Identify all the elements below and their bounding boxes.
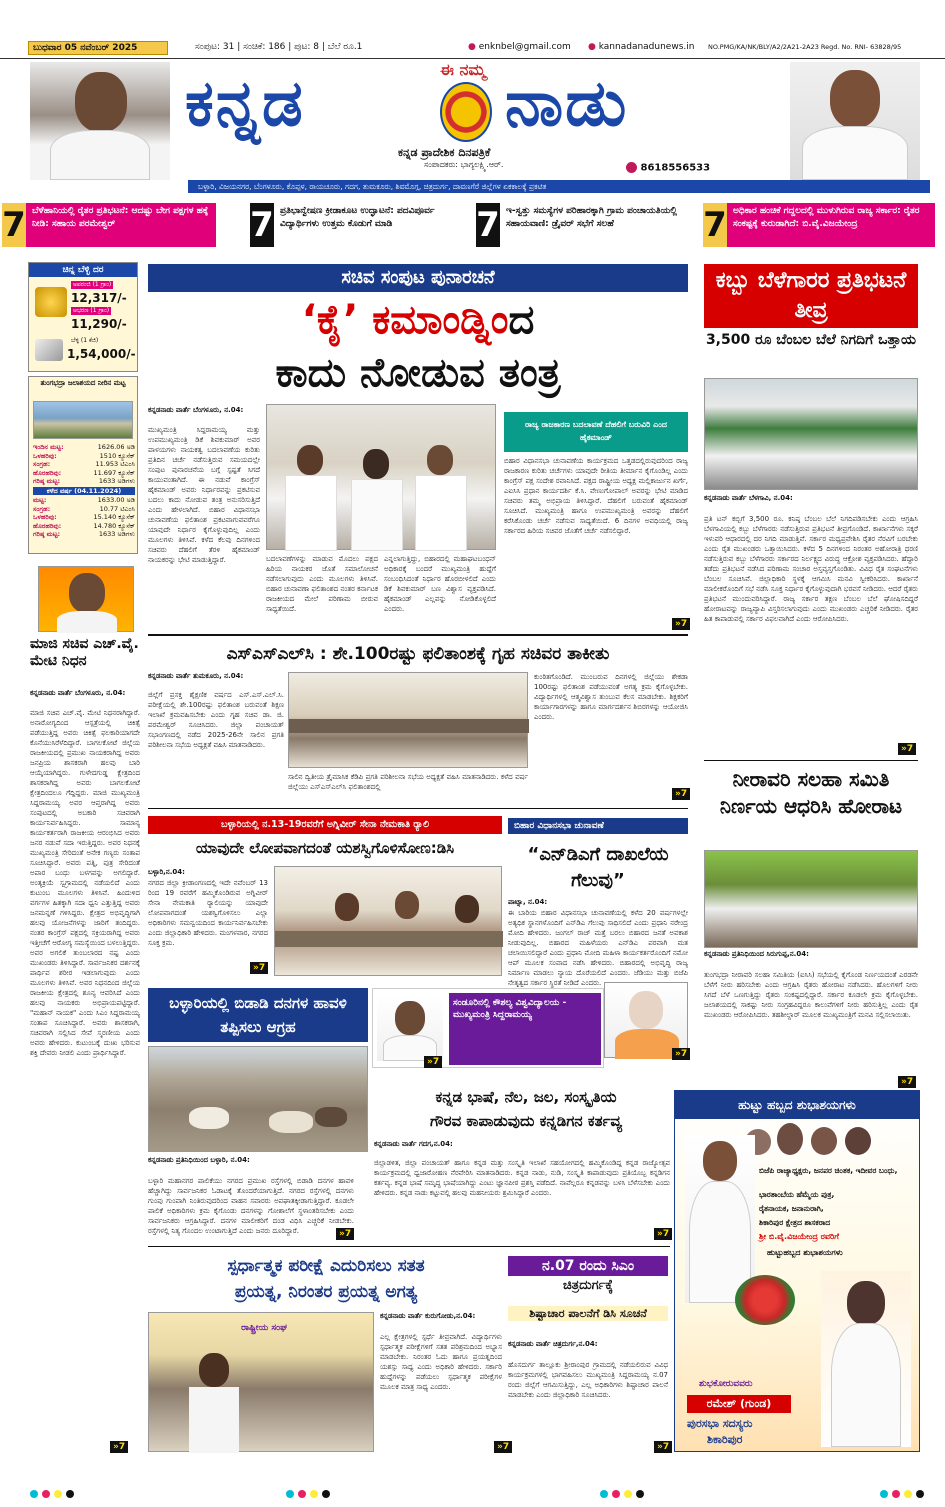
dam-row	[33, 460, 135, 469]
agniveer-continue[interactable]: »7	[250, 962, 268, 974]
vijayendra-photo	[685, 1135, 755, 1303]
exam-continue[interactable]: »7	[494, 1441, 512, 1453]
sslc-headline: ಎಸ್‌ಎಸ್‌ಎಲ್‌ಸಿ : ಶೇ.100ರಷ್ಟು ಫಲಿತಾಂಶಕ್ಕೆ ಗೃಹ ಸಚಿವರ ತಾಕೀತು	[226, 644, 610, 664]
kannada-body: ಜಿಲ್ಲಾಡಳಿತ, ಜಿಲ್ಲಾ ಪಂಚಾಯತ್ ಹಾಗೂ ಕನ್ನಡ ಮತ್ತು ಸಂಸ್ಕೃತಿ ಇಲಾಖೆ ಸಹಯೋಗದಲ್ಲಿ ಹಮ್ಮಿಕೊಂಡಿದ್ದ ಕನ್ನಡ ರಾಜ್ಯೋತ್ಸವ ಕಾರ್ಯಕ್ರಮದಲ್ಲಿ ಧ್ವಜಾರೋಹಣ ನೆರವೇರಿಸಿ ಮಾತನಾಡಿದರು. ಕನ್ನಡ ನಾಡು, ನುಡಿ, ಸಂಸ್ಕೃತಿ ಕಾಪಾಡುವುದು ಪ್ರತಿಯೊಬ್ಬ ಕನ್ನಡಿಗನ ಕರ್ತವ್ಯ. ಕನ್ನಡ ಭಾಷೆ ಸಮೃದ್ಧ ಭಾಷೆಯಾಗಿದ್ದು ಎಂಟು ಜ್ಞಾನಪೀಠ ಪ್ರಶಸ್ತಿ ಪಡೆದಿದೆ. ನಾವೆಲ್ಲರೂ ಕನ್ನಡವನ್ನು ಬಳಸಿ ಬೆಳೆಸಬೇಕು ಎಂದು ಹೇಳಿದರು. ಕನ್ನಡ ನಾಡು ಕಟ್ಟುವಲ್ಲಿ ಹಲವು ಮಹನೀಯರು ಶ್ರಮಿಸಿದ್ದಾರೆ ಎಂದರು.	[374, 1159, 670, 1197]
dam-photo	[33, 401, 133, 439]
ad-title: ಹುಟ್ಟು ಹಬ್ಬದ ಶುಭಾಶಯಗಳು	[675, 1091, 919, 1119]
lead-col1: ಮುಖ್ಯಮಂತ್ರಿ ಸಿದ್ದರಾಮಯ್ಯ ಮತ್ತು ಉಪಮುಖ್ಯಮಂತ್ರಿ ಡಿಕೆ ಶಿವಕುಮಾರ್ ಅವರ ಪಾಳಯಗಳು ನಾಯಕತ್ವ ಬದಲಾವಣೆಯ ಕುರಿತು ಪ್ರತಿದಿನ ಚರ್ಚೆ ನಡೆಸುತ್ತಿರುವ ಸಮಯದಲ್ಲೇ ಸಂಪುಟ ಪುನಾರಚನೆಯ ಬಗ್ಗೆ ಸ್ಪಷ್ಟತೆ ಸಿಗದೆ ಕಾಯುವಂತಾಗಿದೆ. ಈ ನಡುವೆ ಕಾಂಗ್ರೆಸ್ ಹೈಕಮಾಂಡ್ ಅವರು ನಿರ್ಧಾರವನ್ನು ಪ್ರಕಟಿಸುವ ಬದಲು ಕಾದು ನೋಡುವ ತಂತ್ರ ಅನುಸರಿಸುತ್ತಿದೆ ಎಂದು ಹೇಳಲಾಗಿದೆ. ಬಿಹಾರ ವಿಧಾನಸಭಾ ಚುನಾವಣೆಯ ಫಲಿತಾಂಶ ಪ್ರಕಟವಾಗುವವರೆಗೂ ಯಾವುದೇ ನಿರ್ಧಾರ ಕೈಗೊಳ್ಳುವುದಿಲ್ಲ ಎಂದು ಮೂಲಗಳು ತಿಳಿಸಿವೆ. ಕಳೆದ ಕೆಲವು ದಿನಗಳಿಂದ ಸಚಿವರು ದೆಹಲಿಗೆ ತೆರಳಿ ಹೈಕಮಾಂಡ್ ನಾಯಕರನ್ನು ಭೇಟಿ ಮಾಡುತ್ತಿದ್ದಾರೆ.	[148, 426, 260, 564]
sslc-body-left: ಜಿಲ್ಲೆಗೆ ಪ್ರಸಕ್ತ ಶೈಕ್ಷಣಿಕ ವರ್ಷದ ಎಸ್.ಎಸ್.ಎಲ್.ಸಿ. ಪರೀಕ್ಷೆಯಲ್ಲಿ ಶೇ.100ರಷ್ಟು ಫಲಿತಾಂಶ ಬರುವಂತೆ ಶಿಕ್ಷಣ ಇಲಾಖೆ ಕ್ರಮವಹಿಸಬೇಕು ಎಂದು ಗೃಹ ಸಚಿವ ಡಾ. ಜಿ. ಪರಮೇಶ್ವರ್ ಸೂಚಿಸಿದರು. ಜಿಲ್ಲಾ ಪಂಚಾಯತ್ ಸಭಾಂಗಣದಲ್ಲಿ ನಡೆದ 2025-26ನೇ ಸಾಲಿನ ಪ್ರಗತಿ ಪರಿಶೀಲನಾ ಸಭೆಯ ಅಧ್ಯಕ್ಷತೆ ವಹಿಸಿ ಮಾತನಾಡಿದರು.	[148, 691, 284, 749]
silver-label: ಬೆಳ್ಳಿ (1 ಕೆಜಿ)	[71, 337, 99, 344]
bihar-continue[interactable]: »7	[672, 1048, 690, 1060]
lead-col2: ಬದಲಾವಣೆಗಳನ್ನು ಮಾಡುವ ಮೊದಲು ಪಕ್ಷದ ಹಿರಿಯ ನಾಯಕರ ಜೊತೆ ಸಮಾಲೋಚನೆ ನಡೆಸಲಾಗುವುದು ಎಂದು ಮೂಲಗಳು ತಿಳಿಸಿವೆ. ಬಿಹಾರ ಚುನಾವಣಾ ಫಲಿತಾಂಶದ ನಂತರ ಕರ್ನಾಟಕ ರಾಜಕೀಯದ ಮೇಲೆ ಪರಿಣಾಮ ಬೀರುವ ಸಾಧ್ಯತೆಯಿದೆ.	[266, 555, 378, 613]
obit-headline: ಮಾಜಿ ಸಚಿವ ಎಚ್.ವೈ. ಮೇಟಿ ನಿಧನ	[30, 636, 139, 669]
dam-row-value: 11.953 ಟಿಎಂಸಿ	[95, 460, 135, 468]
dam-row-label: ಹೊರಹರಿವು:	[33, 521, 62, 530]
agniveer-kicker: ಬಳ್ಳಾರಿಯಲ್ಲಿ ನ.13-19ರವರೆಗೆ ಅಗ್ನಿವೀರ್ ಸೇನಾ ನೇಮಕಾತಿ ರ್‍ಯಾಲಿ	[148, 816, 502, 834]
lead-continue[interactable]: »7	[672, 618, 690, 630]
title-small: ಈ ನಮ್ಮ	[440, 60, 486, 79]
headline-rest: ಕಮಾಂಡ್	[372, 297, 509, 343]
sandur-continue[interactable]: »7	[424, 1056, 442, 1068]
sslc-body-right: ಕುಂಠಿತಗೊಂಡಿದೆ. ಮುಂಬರುವ ದಿನಗಳಲ್ಲಿ ಜಿಲ್ಲೆಯು ಶೇಕಡಾ 100ರಷ್ಟು ಫಲಿತಾಂಶ ಪಡೆಯುವಂತೆ ಅಗತ್ಯ ಕ್ರಮ ಕೈಗೊಳ್ಳಬೇಕು. ವಿದ್ಯಾರ್ಥಿಗಳಲ್ಲಿ ಆತ್ಮವಿಶ್ವಾಸ ತುಂಬುವ ಕೆಲಸ ಮಾಡಬೇಕು. ಶಿಕ್ಷಕರಿಗೆ ಕಾರ್ಯಾಗಾರಗಳನ್ನು ಹಾಗೂ ಮಾರ್ಗದರ್ಶನ ಶಿಬಿರಗಳನ್ನು ಆಯೋಜಿಸಿ ಎಂದರು.	[534, 673, 688, 721]
leader-avatar-2	[775, 1121, 805, 1157]
silver-icon	[35, 339, 63, 361]
cm-visit-headline-1: ನ.07 ರಂದು ಸಿಎಂ	[508, 1256, 668, 1276]
rates-title: ಚಿನ್ನ ಬೆಳ್ಳಿ ದರ	[29, 263, 137, 277]
leader-avatar-4	[843, 1125, 873, 1157]
editor: ಸಂಪಾದಕರು: ಭಾಗ್ಯಲಕ್ಷ್ಮಿ.ಆರ್.	[424, 160, 504, 169]
irrigation-continue[interactable]: »7	[898, 1076, 916, 1088]
dam-title: ತುಂಗಭದ್ರಾ ಜಲಾಶಯದ ನೀರಿನ ಮಟ್ಟ	[40, 379, 126, 387]
cm-visit-header	[508, 1256, 668, 1306]
dam-row-value: 1633 ಅಡಿಗಳು	[98, 530, 135, 538]
teaser-4[interactable]: 7 ಅಧಿಕಾರ ಹಂಚಿಕೆ ಗದ್ದಲದಲ್ಲಿ ಮುಳುಗಿರುವ ರಾಜ್ಯ ಸರ್ಕಾರ: ರೈತರ ಸಂಕಷ್ಟಕ್ಕೆ ಕುರುಡಾಗಿದೆ: ಬಿ.ವೈ.ವಿಜಯೇಂದ್ರ	[703, 203, 939, 247]
lead-dateline: ಕನ್ನಡನಾಡು ವಾರ್ತೆ ಬೆಂಗಳೂರು, ನ.04:	[148, 406, 244, 414]
dam-row-label: ಇಂದಿನ ಮಟ್ಟ:	[33, 443, 64, 451]
sender-photo	[821, 1271, 911, 1447]
dam-row	[33, 522, 135, 531]
dam-row-label: ಒಳಹರಿವು:	[33, 451, 57, 460]
agniveer-photo	[274, 866, 502, 976]
dam-last-year: ಕಳೆದ ವರ್ಷ (04.11.2024)	[33, 487, 135, 496]
cattle-continue[interactable]: »7	[336, 1228, 354, 1240]
ad-wish: ಹುಟ್ಟುಹಬ್ಬದ ಶುಭಾಶಯಗಳು	[767, 1248, 843, 1257]
bihar-dateline: ಪಾಟ್ನಾ, ನ.04:	[508, 898, 548, 906]
whatsapp-icon	[626, 162, 637, 173]
obit-dateline: ಕನ್ನಡನಾಡು ವಾರ್ತೆ ಬೆಂಗಳೂರು, ನ.04:	[30, 689, 126, 697]
silver-value: 1,54,000/-	[67, 347, 136, 361]
dam-row-value: 1633 ಅಡಿಗಳು	[98, 477, 135, 485]
protest-dateline: ಕನ್ನಡನಾಡು ವಾರ್ತೆ ಬೆಳಗಾವಿ, ನ.04:	[704, 494, 793, 502]
dam-row	[33, 505, 135, 514]
gold22-value: 11,290/-	[71, 317, 127, 331]
ad-line4: ಶಿಕಾರಿಪುರ ಕ್ಷೇತ್ರದ ಶಾಸಕರಾದ	[759, 1218, 831, 1227]
sslc-dateline: ಕನ್ನಡನಾಡು ವಾರ್ತೆ ತುಮಕೂರು, ನ.04:	[148, 672, 244, 680]
volume-info: ಸಂಪುಟ: 31 | ಸಂಚಿಕೆ: 186 | ಪುಟ: 8 | ಬೆಲೆ ರೂ.1	[195, 42, 363, 52]
dam-row	[33, 452, 135, 461]
lead-photo	[266, 404, 496, 550]
exam-headline-1: ಸ್ಪರ್ಧಾತ್ಮಕ ಪರೀಕ್ಷೆ ಎದುರಿಸಲು ಸತತ	[227, 1256, 425, 1276]
dam-row-value: 15.140 ಕ್ಯೂಸೆಕ್	[93, 513, 135, 521]
lead-col4: ಬಿಹಾರ ವಿಧಾನಸಭಾ ಚುನಾವಣೆಯ ಕಾರ್ಯಕ್ರಮದ ಒತ್ತಡದಲ್ಲಿರುವುದರಿಂದ ರಾಜ್ಯ ರಾಜಕಾರಣ ಕುರಿತು ಚರ್ಚೆಗಳು ಯಾವುದೇ ರೀತಿಯ ತೀರ್ಮಾನ ಕೈಗೊಂಡಿಲ್ಲ ಎಂದು ಕಾಂಗ್ರೆಸ್ ಪಕ್ಷ ಸಂದೇಶ ರವಾನಿಸಿದೆ. ಪಕ್ಷದ ರಾಷ್ಟ್ರೀಯ ಅಧ್ಯಕ್ಷ ಮಲ್ಲಿಕಾರ್ಜುನ ಖರ್ಗೆ, ಎಐಸಿಸಿ ಪ್ರಧಾನ ಕಾರ್ಯದರ್ಶಿ ಕೆ.ಸಿ. ವೇಣುಗೋಪಾಲ್ ಅವರನ್ನು ಭೇಟಿ ಮಾಡಿದ ಸಚಿವರು ತಮ್ಮ ಅಭಿಪ್ರಾಯ ತಿಳಿಸಿದ್ದಾರೆ. ದೆಹಲಿಗೆ ಬರುವಂತೆ ಹೈಕಮಾಂಡ್ ಸೂಚಿಸಿದೆ. ಮುಖ್ಯಮಂತ್ರಿ ಹಾಗೂ ಉಪಮುಖ್ಯಮಂತ್ರಿ ಅವರನ್ನು ದೆಹಲಿಗೆ ಕರೆಸಿಕೊಂಡು ಚರ್ಚೆ ನಡೆಸುವ ಸಾಧ್ಯತೆಯಿದೆ. 6 ದಿನಗಳ ಅವಧಿಯಲ್ಲಿ ರಾಜ್ಯ ಸರ್ಕಾರದ ಹಿರಿಯ ಸಚಿವರ ಜೊತೆಗೆ ಚರ್ಚೆ ನಡೆಸಲಿದ್ದಾರೆ.	[504, 457, 688, 535]
politician-photo-left	[30, 62, 170, 180]
ad-name: ಶ್ರೀ ಬಿ.ವೈ.ವಿಜಯೇಂದ್ರ ರವರಿಗೆ	[759, 1232, 839, 1241]
gold-icon	[35, 287, 67, 317]
sandur-headline: ಸಂಡೂರಿನಲ್ಲಿ ಕೌಶಲ್ಯ ವಿಶ್ವವಿದ್ಯಾಲಯ - ಮುಖ್ಯಮಂತ್ರಿ ಸಿದ್ದರಾಮಯ್ಯ	[449, 993, 601, 1065]
irrigation-photo	[704, 850, 918, 948]
protest-sub: 3,500 ರೂ ಬೆಂಬಲ ಬೆಲೆ ನಿಗದಿಗೆ ಒತ್ತಾಯ	[705, 332, 917, 348]
dam-row-label: ಹೊರಹರಿವು:	[33, 468, 62, 477]
dam-row-value: 10.77 ಟಿಎಂಸಿ	[99, 504, 135, 513]
dam-row-label: ಸಂಗ್ರಹ:	[33, 504, 51, 513]
cattle-photo	[148, 1046, 368, 1152]
phone[interactable]: 8618556533	[626, 162, 710, 174]
dam-row-value: 1626.06 ಅಡಿ	[97, 443, 135, 451]
gold24-label: ಅಪರಂಜಿ (1 ಗ್ರಾಂ)	[73, 281, 112, 288]
email[interactable]: ● enknbel@gmail.com	[468, 42, 571, 52]
karnataka-emblem-icon	[440, 82, 492, 142]
dam-row	[33, 513, 135, 522]
globe-icon: ●	[588, 42, 596, 52]
agniveer-dateline: ಬಳ್ಳಾರಿ,ನ.04:	[148, 868, 185, 876]
agniveer-body: ನಗರದ ಜಿಲ್ಲಾ ಕ್ರೀಡಾಂಗಣದಲ್ಲಿ ಇದೇ ನವೆಂಬರ್ 13 ರಿಂದ 19 ರವರೆಗೆ ಹಮ್ಮಿಕೊಂಡಿರುವ ಅಗ್ನಿವೀರ್ ಸೇನಾ ನೇಮಕಾತಿ ರ್‍ಯಾಲಿಯನ್ನು ಯಾವುದೇ ಲೋಪವಾಗದಂತೆ ಯಶಸ್ವಿಗೊಳಿಸಲು ಎಲ್ಲಾ ಅಧಿಕಾರಿಗಳು ಸಮನ್ವಯದಿಂದ ಕಾರ್ಯನಿರ್ವಹಿಸಬೇಕು ಎಂದು ಜಿಲ್ಲಾಧಿಕಾರಿ ಹೇಳಿದರು. ಮಂಗಳವಾರ, ನಗರದ ಸೂಕ್ತ ಕ್ರಮ.	[148, 879, 268, 947]
headline-suffix: ನಿಂದ	[508, 297, 535, 343]
exam-banner: ರಾಷ್ಟ್ರೀಯ ಸಂಘ	[241, 1323, 287, 1333]
birthday-ad	[674, 1090, 920, 1452]
dam-row	[33, 469, 135, 478]
sslc-caption: ಸಾಲಿನ ದ್ವಿತೀಯ ತ್ರೈಮಾಸಿಕ ಕೆಡಿಪಿ ಪ್ರಗತಿ ಪರಿಶೀಲನಾ ಸಭೆಯ ಅಧ್ಯಕ್ಷತೆ ವಹಿಸಿ ಮಾತನಾಡಿದರು. ಕಳೆದ ವರ್ಷ ಜಿಲ್ಲೆಯು ಎಸ್‌ಎಸ್‌ಎಲ್‌ಸಿ ಫಲಿತಾಂಶದಲ್ಲಿ	[288, 773, 528, 791]
pages: ಪುಟ: 8	[294, 42, 319, 52]
irrigation-headline: ನೀರಾವರಿ ಸಲಹಾ ಸಮಿತಿ ನಿರ್ಣಯ ಆಧರಿಸಿ ಹೋರಾಟ	[719, 767, 903, 818]
cm-visit-headline-3: ಶಿಷ್ಟಾಚಾರ ಪಾಲನೆಗೆ ಡಿಸಿ ಸೂಚನೆ	[508, 1306, 668, 1321]
ad-line2: ಭಾರತಾಂಬೆಯ ಹೆಮ್ಮೆಯ ಪುತ್ರ,	[759, 1190, 835, 1199]
ad-line3: ರೈತನಾಯಕ, ಜನಾನುರಾಗಿ,	[759, 1204, 824, 1213]
cm-visit-headline-2: ಚಿತ್ರದುರ್ಗಕ್ಕೆ	[562, 1278, 614, 1293]
bihar-kicker: ಬಿಹಾರ ವಿಧಾನಸಭಾ ಚುನಾವಣೆ	[508, 818, 688, 834]
teaser-1[interactable]: 7 ಬೆಳೆಹಾನಿಯಲ್ಲಿ ರೈತರ ಪ್ರತಿಭಟನೆ: ಆದಷ್ಟು ಬೇಗ ಪಕ್ಷಗಳ ಹಕ್ಕೆ ನೀಡಿ: ಸಹಾಯ ಪರಮೇಶ್ವರ್	[2, 203, 236, 247]
cattle-dateline: ಕನ್ನಡನಾಡು ಪ್ರತಿನಿಧಿಯಿಂದ ಬಳ್ಳಾರಿ, ನ.04:	[148, 1156, 250, 1164]
email-icon: ●	[468, 42, 476, 52]
dam-row-label: ಸಂಗ್ರಹ:	[33, 460, 51, 468]
dam-box	[28, 376, 138, 554]
exam-photo	[148, 1312, 374, 1452]
teaser-2[interactable]: 7 ಪ್ರತಿಭಾನ್ವೇಷಣ ಕ್ರೀಡಾಕೂಟ ಉದ್ಘಾಟನೆ: ಪದವಿಪೂರ್ವ ವಿದ್ಯಾರ್ಥಿಗಳು ಉತ್ತಮ ಕೊಡುಗೆ ಮಾಡಿ	[250, 205, 435, 245]
gold24-value: 12,317/-	[71, 291, 127, 305]
lead-col3: ಎನ್ನಲಾಗುತ್ತಿದ್ದು, ಬಿಹಾರದಲ್ಲಿ ಮಹಾಘಟಬಂಧನ್ ಅಧಿಕಾರಕ್ಕೆ ಬಂದರೆ ಮುಖ್ಯಮಂತ್ರಿ ಹುದ್ದೆಗೆ ಸಂಬಂಧಿಸಿದಂತೆ ನಿರ್ಧಾರ ಹೊರಬೀಳಲಿದೆ ಎಂದು ಡಿಕೆ ಶಿವಕುಮಾರ್ ಬಣ ವಿಶ್ವಾಸ ವ್ಯಕ್ತಪಡಿಸಿದೆ. ಹೈಕಮಾಂಡ್ ಎಲ್ಲವನ್ನು ನೋಡಿಕೊಳ್ಳಲಿದೆ ಎಂದರು.	[384, 555, 496, 613]
dam-row	[33, 496, 135, 505]
politician-photo-right	[790, 62, 920, 180]
dam-row-value: 1510 ಕ್ಯೂಸೆಕ್	[99, 451, 135, 460]
exam-dateline: ಕನ್ನಡನಾಡು ವಾರ್ತೆ ಕುರುಗೋಡು,ನ.04:	[380, 1312, 476, 1320]
website[interactable]: ● kannadanadunews.in	[588, 42, 695, 52]
cattle-body: ಬಳ್ಳಾರಿ ಮಹಾನಗರ ಪಾಲಿಕೆಯು ನಗರದ ಪ್ರಮುಖ ರಸ್ತೆಗಳಲ್ಲಿ ಬಿಡಾಡಿ ದನಗಳ ಹಾವಳಿ ಹೆಚ್ಚಾಗಿದ್ದು ಸಾರ್ವಜನಿಕರ ಓಡಾಟಕ್ಕೆ ತೊಂದರೆಯಾಗುತ್ತಿದೆ. ನಗರದ ರಸ್ತೆಗಳಲ್ಲಿ ದನಗಳು ಗುಂಪು ಗುಂಪಾಗಿ ನಿಂತಿರುವುದರಿಂದ ವಾಹನ ಸವಾರರು ಅಪಘಾತಕ್ಕೀಡಾಗುತ್ತಿದ್ದಾರೆ. ಕೂಡಲೇ ಪಾಲಿಕೆ ಅಧಿಕಾರಿಗಳು ಕ್ರಮ ಕೈಗೊಂಡು ದನಗಳನ್ನು ಗೋಶಾಲೆಗೆ ಸ್ಥಳಾಂತರಿಸಬೇಕು ಎಂದು ಸಾರ್ವಜನಿಕರು ಆಗ್ರಹಿಸಿದ್ದಾರೆ. ದನಗಳ ಮಾಲೀಕರಿಗೆ ದಂಡ ವಿಧಿಸಿ ಎಚ್ಚರಿಕೆ ನೀಡಬೇಕು. ರಸ್ತೆಗಳಲ್ಲಿ ನಿತ್ಯ ಗೊಂದಲ ಉಂಟಾಗುತ್ತಿದೆ ಎಂದು ಜನರು ದೂರಿದ್ದಾರೆ.	[148, 1177, 354, 1235]
bihar-headline: “ಎನ್‌ಡಿಎಗೆ ದಾಖಲೆಯ ಗೆಲುವು”	[527, 844, 669, 891]
districts-bar: ಬಳ್ಳಾರಿ, ವಿಜಯನಗರ, ಬೆಂಗಳೂರು, ಕೊಪ್ಪಳ, ರಾಯಚೂರು, ಗದಗ, ತುಮಕೂರು, ಶಿವಮೊಗ್ಗ, ಚಿತ್ರದುರ್ಗ, ದಾವಣಗೆರೆ ಜಿಲ್ಲೆಗಳ ಏಕಕಾಲಕ್ಕೆ ಪ್ರಕಟಿತ	[188, 180, 930, 193]
dam-readings	[33, 443, 135, 539]
masthead	[0, 0, 945, 198]
protest-photo	[704, 378, 918, 490]
lead-headline-1	[148, 292, 688, 348]
obit-body: ಮಾಜಿ ಸಚಿವ ಎಚ್.ವೈ. ಮೇಟಿ ನಿಧನರಾಗಿದ್ದಾರೆ. ಅನಾರೋಗ್ಯದಿಂದ ಆಸ್ಪತ್ರೆಯಲ್ಲಿ ಚಿಕಿತ್ಸೆ ಪಡೆಯುತ್ತಿದ್ದ ಅವರು ಚಿಕಿತ್ಸೆ ಫಲಕಾರಿಯಾಗದೇ ಕೊನೆಯುಸಿರೆಳೆದಿದ್ದಾರೆ. ಬಾಗಲಕೋಟೆ ಜಿಲ್ಲೆಯ ರಾಜಕೀಯದಲ್ಲಿ ಪ್ರಮುಖ ನಾಯಕರಾಗಿದ್ದ ಅವರು ಜನಪ್ರಿಯ ಶಾಸಕರಾಗಿ ಹಲವು ಬಾರಿ ಆಯ್ಕೆಯಾಗಿದ್ದರು. ಗುಳೇದಗುಡ್ಡ ಕ್ಷೇತ್ರದಿಂದ ಶಾಸಕರಾಗಿದ್ದ ಅವರು ಬಾಗಲಕೋಟೆ ಕ್ಷೇತ್ರದಿಂದಲೂ ಗೆದ್ದಿದ್ದರು. ಮಾಜಿ ಮುಖ್ಯಮಂತ್ರಿ ಸಿದ್ದರಾಮಯ್ಯ ಅವರ ಆಪ್ತರಾಗಿದ್ದ ಅವರು ಸಂಪುಟದಲ್ಲಿ ಅಬಕಾರಿ ಸಚಿವರಾಗಿ ಕಾರ್ಯನಿರ್ವಹಿಸಿದ್ದರು. ಸಾಮಾನ್ಯ ಕಾರ್ಯಕರ್ತರಾಗಿ ರಾಜಕೀಯ ಆರಂಭಿಸಿದ ಅವರು ಜನರ ನಡುವೆ ಸದಾ ಇರುತ್ತಿದ್ದರು. ಅವರ ನಿಧನಕ್ಕೆ ಮುಖ್ಯಮಂತ್ರಿ ಸೇರಿದಂತೆ ಅನೇಕ ಗಣ್ಯರು ಸಂತಾಪ ಸೂಚಿಸಿದ್ದಾರೆ. ಅವರು ಪತ್ನಿ, ಪುತ್ರ ಸೇರಿದಂತೆ ಅಪಾರ ಬಂಧು ಬಳಗವನ್ನು ಅಗಲಿದ್ದಾರೆ. ಅಂತ್ಯಕ್ರಿಯೆ ಸ್ವಗ್ರಾಮದಲ್ಲಿ ನಡೆಯಲಿದೆ ಎಂದು ಕುಟುಂಬ ಮೂಲಗಳು ತಿಳಿಸಿವೆ. ಹಿಂದುಳಿದ ವರ್ಗಗಳ ಹಿತಕ್ಕಾಗಿ ಸದಾ ಧ್ವನಿ ಎತ್ತುತ್ತಿದ್ದ ಅವರು ಜನಮನ್ನಣೆ ಗಳಿಸಿದ್ದರು. ಕ್ಷೇತ್ರದ ಅಭಿವೃದ್ಧಿಗಾಗಿ ಹಲವು ಯೋಜನೆಗಳನ್ನು ಜಾರಿಗೆ ತಂದಿದ್ದರು. ನಂತರ ಕಾಂಗ್ರೆಸ್ ಪಕ್ಷದಲ್ಲಿ ಸಕ್ರಿಯರಾಗಿದ್ದ ಅವರು ಇತ್ತೀಚೆಗೆ ಆರೋಗ್ಯ ಸಮಸ್ಯೆಯಿಂದ ಬಳಲುತ್ತಿದ್ದರು. ಅವರ ಅಗಲಿಕೆ ತುಂಬಲಾರದ ನಷ್ಟ ಎಂದು ಮುಖಂಡರು ತಿಳಿಸಿದ್ದಾರೆ. ಸಾರ್ವಜನಿಕರ ದರ್ಶನಕ್ಕೆ ಪಾರ್ಥಿವ ಶರೀರ ಇಡಲಾಗುವುದು ಎಂದು ಮೂಲಗಳು ತಿಳಿಸಿವೆ. ಅವರ ನಿಧನದಿಂದ ಜಿಲ್ಲೆಯ ರಾಜಕೀಯ ಕ್ಷೇತ್ರದಲ್ಲಿ ಶೂನ್ಯ ಆವರಿಸಿದೆ ಎಂದು ಹಲವು ನಾಯಕರು ಅಭಿಪ್ರಾಯಪಟ್ಟಿದ್ದಾರೆ. "ಮಹಾನ್ ನಾಯಕ" ಎಂದು ಸಿಎಂ ಸಿದ್ದರಾಮಯ್ಯ ಸಂತಾಪ ಸೂಚಿಸಿದ್ದಾರೆ. ಅವರು ಶಾಸಕರಾಗಿ, ಸಚಿವರಾಗಿ ಸಲ್ಲಿಸಿದ ಸೇವೆ ಸ್ಮರಣೀಯ ಎಂದು ಅವರು ಹೇಳಿದರು. ಕುಟುಂಬಕ್ಕೆ ದುಃಖ ಭರಿಸುವ ಶಕ್ತಿ ದೇವರು ನೀಡಲಿ ಎಂದು ಪ್ರಾರ್ಥಿಸಿದ್ದಾರೆ.	[30, 709, 140, 1057]
dam-row-label: ಗರಿಷ್ಠ ಮಟ್ಟ:	[33, 530, 61, 538]
rates-box	[28, 262, 138, 372]
headline-quote: ‘ಕೈ’	[301, 297, 359, 343]
kannada-headline-1: ಕನ್ನಡ ಭಾಷೆ, ನೆಲ, ಜಲ, ಸಂಸ್ಕೃತಿಯ	[435, 1088, 617, 1106]
flower-bouquet-icon	[735, 1275, 795, 1325]
kannada-continue[interactable]: »7	[654, 1228, 672, 1240]
dam-row	[33, 530, 135, 539]
protest-body: ಪ್ರತಿ ಟನ್ ಕಬ್ಬಿಗೆ 3,500 ರೂ. ಕನಿಷ್ಠ ಬೆಂಬಲ ಬೆಲೆ ನಿಗದಿಪಡಿಸಬೇಕು ಎಂದು ಆಗ್ರಹಿಸಿ ಬೆಳಗಾವಿಯಲ್ಲಿ ಕಬ್ಬು ಬೆಳೆಗಾರರು ನಡೆಸುತ್ತಿರುವ ಪ್ರತಿಭಟನೆ ತೀವ್ರಗೊಂಡಿದೆ. ಕಾರ್ಖಾನೆಗಳು ಸಕ್ಕರೆ ಇಳುವರಿ ಆಧಾರದಲ್ಲಿ ದರ ನಿಗದಿ ಮಾಡುತ್ತಿವೆ. ಸರ್ಕಾರ ಮಧ್ಯಪ್ರವೇಶಿಸಿ ರೈತರ ನೆರವಿಗೆ ಬರಬೇಕು ಎಂದು ರೈತ ಮುಖಂಡರು ಒತ್ತಾಯಿಸಿದರು. ಕಳೆದ 5 ದಿನಗಳಿಂದ ನಿರಂತರ ಅಹೋರಾತ್ರಿ ಧರಣಿ ನಡೆಸುತ್ತಿರುವ ಕಬ್ಬು ಬೆಳೆಗಾರರು ಸರ್ಕಾರದ ನಿರ್ಲಕ್ಷ್ಯದ ವಿರುದ್ಧ ಆಕ್ರೋಶ ವ್ಯಕ್ತಪಡಿಸಿದರು. ಹೆದ್ದಾರಿ ತಡೆದು ಪ್ರತಿಭಟನೆ ನಡೆಸಿದ ಪರಿಣಾಮ ಸಂಚಾರ ಅಸ್ತವ್ಯಸ್ತಗೊಂಡಿತು. ವಿವಿಧ ರೈತ ಸಂಘಟನೆಗಳು ಬೆಂಬಲ ಸೂಚಿಸಿವೆ. ಜಿಲ್ಲಾಧಿಕಾರಿ ಸ್ಥಳಕ್ಕೆ ಆಗಮಿಸಿ ಮನವಿ ಸ್ವೀಕರಿಸಿದರು. ಕಾರ್ಖಾನೆ ಮಾಲೀಕರೊಂದಿಗೆ ಸಭೆ ನಡೆಸಿ ಸೂಕ್ತ ನಿರ್ಧಾರ ಕೈಗೊಳ್ಳುವುದಾಗಿ ಭರವಸೆ ನೀಡಿದರು. ಆದರೆ ರೈತರು ಪ್ರತಿಭಟನೆ ಮುಂದುವರಿಸಿದ್ದಾರೆ. ರಾಜ್ಯ ಸರ್ಕಾರ ತಕ್ಷಣ ಬೆಂಬಲ ಬೆಲೆ ಘೋಷಿಸದಿದ್ದರೆ ಹೋರಾಟವನ್ನು ರಾಜ್ಯವ್ಯಾಪಿ ವಿಸ್ತರಿಸಲಾಗುವುದು ಎಂದು ಮುಖಂಡರು ಎಚ್ಚರಿಕೆ ನೀಡಿದರು. ರೈತರ ಹಿತ ಕಾಪಾಡುವಲ್ಲಿ ಸರ್ಕಾರ ವಿಫಲವಾಗಿದೆ ಎಂದು ಆರೋಪಿಸಿದರು.	[704, 515, 918, 623]
issue: ಸಂಚಿಕೆ: 186	[243, 42, 286, 52]
dam-row-label: ಒಳಹರಿವು:	[33, 513, 57, 521]
tagline: ಕನ್ನಡ ಪ್ರಾದೇಶಿಕ ದಿನಪತ್ರಿಕೆ	[398, 146, 491, 159]
obit-photo	[38, 566, 134, 632]
siddaramaiah-photo	[377, 995, 443, 1061]
obit-continue[interactable]: »7	[110, 1441, 128, 1453]
dam-row-label: ಮಟ್ಟ:	[33, 496, 47, 504]
teaser-3[interactable]: 7 ಇ-ಸ್ವತ್ತು ಸಮಸ್ಯೆಗಳ ಪರಿಹಾರಕ್ಕಾಗಿ ಗ್ರಾಮ ಪಂಚಾಯತಿಯಲ್ಲಿ ಸಹಾಯವಾಣಿ: ಡ್ರೈವರ್ ಸಭೆಗೆ ಸಲಹೆ	[476, 205, 678, 245]
kannada-headline-2: ಗೌರವ ಕಾಪಾಡುವುದು ಕನ್ನಡಿಗನ ಕರ್ತವ್ಯ	[429, 1112, 623, 1130]
volume: ಸಂಪುಟ: 31	[195, 42, 235, 52]
dam-row-value: 1633.00 ಅಡಿ	[97, 496, 135, 504]
ad-sender-place: ಶಿಕಾರಿಪುರ	[707, 1433, 743, 1446]
protest-continue[interactable]: »7	[898, 743, 916, 755]
dam-row	[33, 477, 135, 486]
protest-headline: ಕಬ್ಬು ಬೆಳೆಗಾರರ ಪ್ರತಿಭಟನೆ ತೀವ್ರ	[704, 264, 918, 328]
cattle-headline: ಬಳ್ಳಾರಿಯಲ್ಲಿ ಬಿಡಾಡಿ ದನಗಳ ಹಾವಳಿ ತಪ್ಪಿಸಲು ಆಗ್ರಹ	[148, 988, 368, 1042]
modi-photo	[604, 982, 688, 1058]
gold22-label: ಆಭರಣ (1 ಗ್ರಾಂ)	[73, 307, 110, 314]
ad-line1: ಬಿಜೆಪಿ ರಾಜ್ಯಾಧ್ಯಕ್ಷರು, ಜನಪರ ಚಿಂತಕ, ಇದೀವರ ಬಂಧು,	[759, 1166, 898, 1175]
cm-visit-dateline: ಕನ್ನಡನಾಡು ವಾರ್ತೆ ಚಿತ್ರದುರ್ಗ,ನ.04:	[508, 1340, 598, 1348]
agniveer-headline: ಯಾವುದೇ ಲೋಪವಾಗದಂತೆ ಯಶಸ್ವಿಗೊಳಿಸೋಣ:ಡಿಸಿ	[195, 839, 455, 857]
bihar-body-top: ಈ ಬಾರಿಯ ಬಿಹಾರ ವಿಧಾನಸಭಾ ಚುನಾವಣೆಯಲ್ಲಿ ಕಳೆದ 20 ವರ್ಷಗಳಲ್ಲೇ ಅತ್ಯಧಿಕ ಸ್ಥಾನಗಳೊಂದಿಗೆ ಎನ್‌ಡಿಎ ಗೆಲುವು ಸಾಧಿಸಲಿದೆ ಎಂದು ಪ್ರಧಾನಿ ನರೇಂದ್ರ ಮೋದಿ ಹೇಳಿದರು. ಜಂಗಲ್ ರಾಜ್ ಮತ್ತೆ ಬರಲು ಬಿಹಾರದ ಜನತೆ ಅವಕಾಶ ನೀಡುವುದಿಲ್ಲ. ಬಿಹಾರದ ಮಹಿಳೆಯರು ಎನ್‌ಡಿಎ ಪರವಾಗಿ ಮತ ಚಲಾಯಿಸಲಿದ್ದಾರೆ ಎಂದು ಪ್ರಧಾನಿ ಮೋದಿ ಮಹಿಳಾ ಕಾರ್ಯಕರ್ತರೊಂದಿಗೆ ನಮೋ ಆಪ್ ಮೂಲಕ ಸಂವಾದ ನಡೆಸಿ ಹೇಳಿದರು. ಬಿಹಾರದಲ್ಲಿ ಅಭಿವೃದ್ಧಿ ರಾಜ್ಯ ನಿರ್ಮಾಣ ಮಾಡಲು ನ್ಯಾಯ ದೊರೆಯಲಿದೆ ಎಂದರು. ಜೆಡಿಯು ಮತ್ತು ಬಿಜೆಪಿ ನೇತೃತ್ವದ ಸರ್ಕಾರ ಸ್ಥಿರತೆ ನೀಡಿದೆ ಎಂದರು.	[508, 909, 688, 987]
dam-row-value: 11.697 ಕ್ಯೂಸೆಕ್	[93, 468, 135, 477]
price: ಬೆಲೆ ರೂ.1	[327, 42, 363, 52]
irrigation-dateline: ಕನ್ನಡನಾಡು ಪ್ರತಿನಿಧಿಯಿಂದ ಸಿರುಗುಪ್ಪ,ನ.04:	[704, 950, 809, 958]
lead-sidebox: ರಾಜ್ಯ ರಾಜಕಾರಣ ಬದಲಾವಣೆ ದೆಹಲಿಗೆ ಬರುವಿರಿ ಎಂದ ಹೈಕಮಾಂಡ್	[504, 412, 688, 452]
ad-sender: ರಮೇಶ್ (ಗುಂಡ)	[687, 1395, 791, 1413]
sandur-box	[372, 988, 604, 1068]
leader-avatar-3	[809, 1125, 839, 1157]
ad-from: ಶುಭಕೋರುವವರು	[699, 1379, 753, 1389]
exam-headline-2: ಪ್ರಯತ್ನ, ನಿರಂತರ ಪ್ರಯತ್ನ ಅಗತ್ಯ	[234, 1282, 418, 1302]
date-box: ಬುಧವಾರ 05 ನವೆಂಬರ್ 2025	[28, 41, 168, 55]
dam-row	[33, 443, 135, 452]
kannada-dateline: ಕನ್ನಡನಾಡು ವಾರ್ತೆ ಗದಗ,ನ.04:	[374, 1140, 453, 1148]
title-left: ಕನ್ನಡ	[185, 67, 305, 141]
ad-sender-role: ಪುರಸಭಾ ಸದಸ್ಯರು	[687, 1417, 753, 1430]
sslc-photo	[288, 672, 528, 768]
sslc-continue[interactable]: »7	[672, 788, 690, 800]
lead-kicker: ಸಚಿವ ಸಂಪುಟ ಪುನಾರಚನೆ	[148, 264, 688, 292]
exam-body: ಎಲ್ಲ ಕ್ಷೇತ್ರಗಳಲ್ಲಿ ಸ್ಪರ್ಧೆ ತೀವ್ರವಾಗಿದೆ. ವಿದ್ಯಾರ್ಥಿಗಳು ಸ್ಪರ್ಧಾತ್ಮಕ ಪರೀಕ್ಷೆಗಳಿಗೆ ಸತತ ಪರಿಶ್ರಮದಿಂದ ಅಭ್ಯಾಸ ಮಾಡಬೇಕು. ನಿರಂತರ ಓದು ಹಾಗೂ ಪ್ರಯತ್ನದಿಂದ ಯಶಸ್ಸು ಸಾಧ್ಯ ಎಂದು ಅಧಿಕಾರಿ ಹೇಳಿದರು. ಸರ್ಕಾರಿ ಹುದ್ದೆಗಳನ್ನು ಪಡೆಯಲು ಸ್ಪರ್ಧಾತ್ಮಕ ಪರೀಕ್ಷೆಗಳ ಮೂಲಕ ಮಾತ್ರ ಸಾಧ್ಯ ಎಂದರು.	[380, 1333, 502, 1391]
title-right: ನಾಡು	[505, 67, 629, 141]
registration: NO.PMG/KA/NK/BLY/A2/2A21-2A23 Regd. No. RNI- 63828/95	[708, 43, 902, 51]
cm-visit-continue[interactable]: »7	[654, 1441, 672, 1453]
lead-headline-2: ಕಾದು ನೋಡುವ ತಂತ್ರ	[275, 350, 561, 396]
dam-row-value: 14.780 ಕ್ಯೂಸೆಕ್	[93, 521, 135, 530]
dam-row-label: ಗರಿಷ್ಠ ಮಟ್ಟ:	[33, 477, 61, 485]
cm-visit-body: ಹೊಸದುರ್ಗ ತಾಲ್ಲೂಕು ಶ್ರೀರಾಂಪುರ ಗ್ರಾಮದಲ್ಲಿ ನಡೆಯಲಿರುವ ವಿವಿಧ ಕಾರ್ಯಕ್ರಮಗಳಲ್ಲಿ ಭಾಗವಹಿಸಲು ಮುಖ್ಯಮಂತ್ರಿ ಸಿದ್ದರಾಮಯ್ಯ ನ.07 ರಂದು ಜಿಲ್ಲೆಗೆ ಆಗಮಿಸುತ್ತಿದ್ದು, ಎಲ್ಲ ಅಧಿಕಾರಿಗಳು ಶಿಷ್ಟಾಚಾರ ಪಾಲನೆ ಮಾಡಬೇಕು ಎಂದು ಜಿಲ್ಲಾಧಿಕಾರಿ ಸೂಚಿಸಿದರು.	[508, 1361, 668, 1399]
irrigation-body: ತುಂಗಭದ್ರಾ ನೀರಾವರಿ ಸಲಹಾ ಸಮಿತಿಯ (ಐಸಿಸಿ) ಸಭೆಯಲ್ಲಿ ಕೈಗೊಂಡ ನಿರ್ಣಯದಂತೆ ಎರಡನೇ ಬೆಳೆಗೆ ನೀರು ಹರಿಸಬೇಕು ಎಂದು ಆಗ್ರಹಿಸಿ ರೈತರು ಹೋರಾಟ ನಡೆಸಿದರು. ಹೊಲಗಳಿಗೆ ನೀರು ಸಿಗದೆ ಬೆಳೆ ಒಣಗುತ್ತಿದ್ದು ರೈತರು ಸಂಕಷ್ಟದಲ್ಲಿದ್ದಾರೆ. ಸರ್ಕಾರ ಕೂಡಲೇ ಕ್ರಮ ಕೈಗೊಳ್ಳಬೇಕು. ಜಲಾಶಯದಲ್ಲಿ ಸಾಕಷ್ಟು ನೀರು ಸಂಗ್ರಹವಿದ್ದರೂ ಕಾಲುವೆಗಳಿಗೆ ನೀರು ಹರಿಸುತ್ತಿಲ್ಲ ಎಂದು ರೈತ ಮುಖಂಡರು ಆರೋಪಿಸಿದರು. ತಹಶೀಲ್ದಾರ್ ಮೂಲಕ ಮುಖ್ಯಮಂತ್ರಿಗೆ ಮನವಿ ಸಲ್ಲಿಸಲಾಯಿತು.	[704, 971, 918, 1019]
